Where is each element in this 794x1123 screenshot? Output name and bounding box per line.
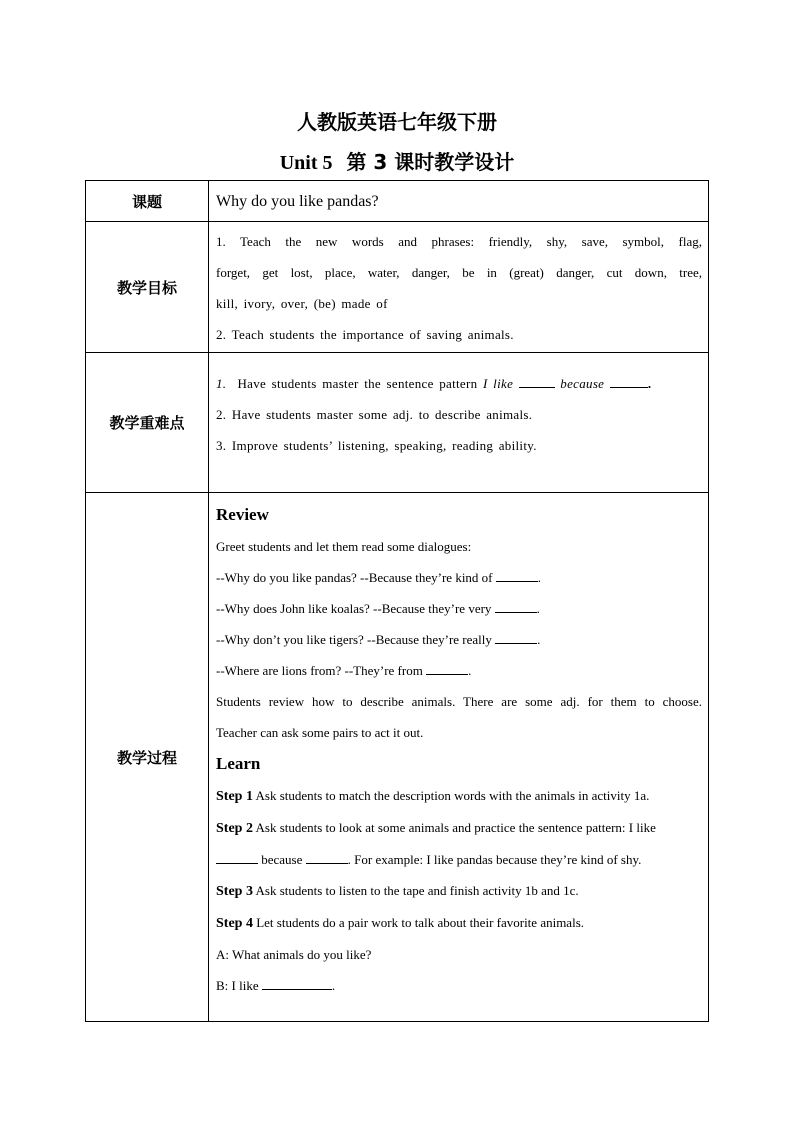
step-4: Step 4 Let students do a pair work to talk about their favorite animals. — [216, 915, 585, 931]
blank — [519, 375, 555, 388]
key-point-1: 1. Have students master the sentence pattern I like because . — [216, 376, 652, 391]
goals-line-1: 1. Teach the new words and phrases: friendly, shy, save, symbol, flag, — [216, 234, 702, 249]
topic-value: Why do you like pandas? — [209, 181, 709, 222]
topic-row — [86, 181, 709, 222]
learn-heading: Learn — [216, 754, 261, 773]
goals-label: 教学目标 — [86, 222, 209, 353]
review-note-2: Teacher can ask some pairs to act it out. — [216, 725, 424, 740]
dialogue-4: --Where are lions from? --They’re from . — [216, 663, 472, 678]
review-intro: Greet students and let them read some dialogues: — [216, 539, 472, 554]
blank — [216, 851, 258, 864]
dialogue-2: --Why does John like koalas? --Because they’re very . — [216, 601, 540, 616]
blank — [495, 600, 537, 613]
goals-line-4: 2. Teach students the importance of saving animals. — [216, 327, 514, 342]
goals-line-2: forget, get lost, place, water, danger, be in (great) danger, cut down, tree, — [216, 265, 702, 280]
goals-row — [86, 222, 709, 353]
key-points-label: 教学重难点 — [86, 353, 209, 493]
unit-label: Unit 5 — [279, 152, 333, 174]
review-heading: Review — [216, 505, 269, 524]
process-content — [209, 493, 709, 1022]
key-points-content — [209, 353, 709, 493]
step-2: Step 2 Ask students to look at some animals and practice the sentence pattern: I like — [216, 820, 656, 836]
goals-line-3: kill, ivory, over, (be) made of — [216, 296, 388, 311]
key-point-3: 3. Improve students’ listening, speaking, reading ability. — [216, 438, 537, 453]
blank — [262, 977, 332, 990]
process-label: 教学过程 — [86, 493, 209, 1022]
blank — [495, 631, 537, 644]
document-title: 人教版英语七年级下册 — [297, 110, 497, 134]
blank — [610, 375, 648, 388]
step-2-continued: because . For example: I like pandas because they’re kind of shy. — [216, 844, 702, 875]
blank — [496, 569, 538, 582]
blank — [306, 851, 348, 864]
dialog-a: A: What animals do you like? — [216, 947, 372, 962]
goals-content — [209, 222, 709, 353]
process-row — [86, 493, 709, 1022]
blank — [426, 662, 468, 675]
key-point-2: 2. Have students master some adj. to describe animals. — [216, 407, 533, 422]
dialogue-3: --Why don’t you like tigers? --Because they’re really . — [216, 632, 541, 647]
topic-label: 课题 — [86, 181, 209, 222]
lesson-plan-table — [85, 180, 709, 1022]
dialogue-1: --Why do you like pandas? --Because they’re kind of . — [216, 570, 542, 585]
document-subtitle — [0, 146, 794, 175]
review-note-1: Students review how to describe animals. There are some adj. for them to choose. — [216, 694, 702, 709]
key-points-row — [86, 353, 709, 493]
dialog-b: B: I like . — [216, 978, 336, 993]
lesson-label: 第 3 课时教学设计 — [346, 150, 515, 174]
step-1: Step 1 Ask students to match the description words with the animals in activity 1a. — [216, 788, 650, 804]
step-3: Step 3 Ask students to listen to the tape and finish activity 1b and 1c. — [216, 883, 579, 899]
